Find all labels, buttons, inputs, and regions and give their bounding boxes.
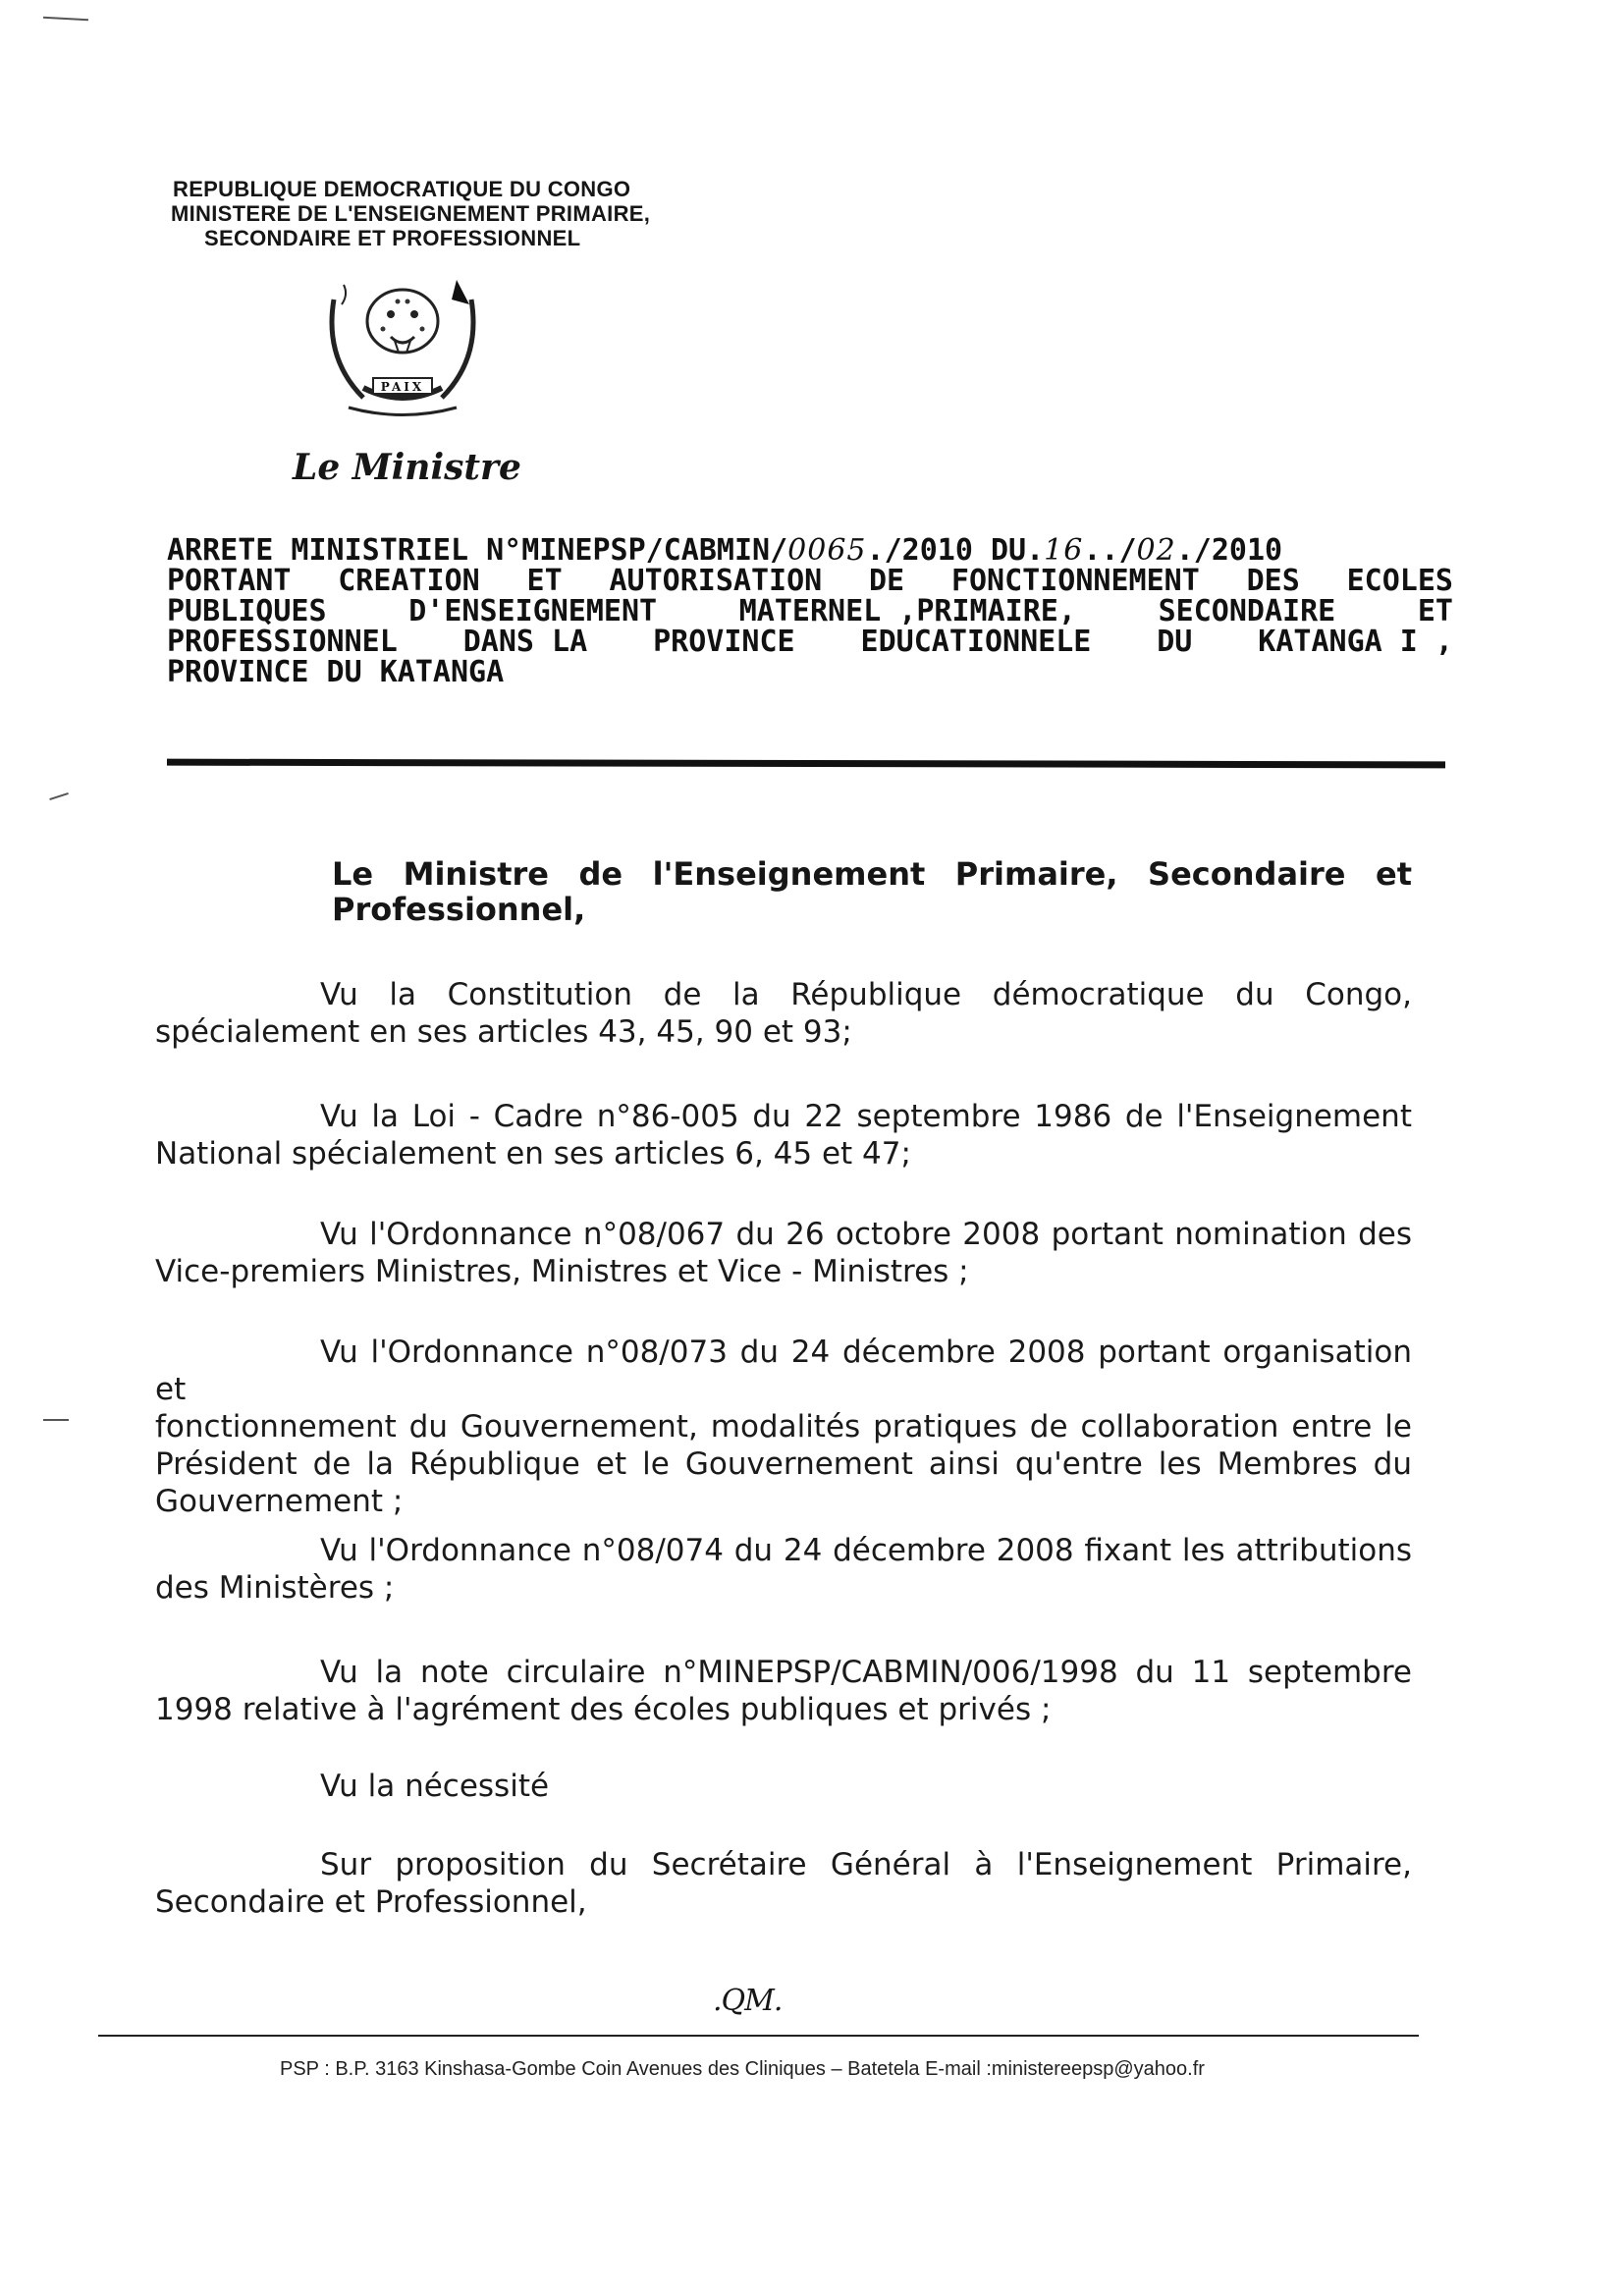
title-word: PROVINCE DU KATANGA: [167, 655, 505, 689]
consideration-proposition: [155, 1846, 1412, 1921]
title-word: CREATION: [338, 564, 480, 598]
consideration-line: Vu la note circulaire n°MINEPSP/CABMIN/006/1998 du 11 septembre: [320, 1655, 1412, 1690]
minister-intro: [332, 856, 1412, 927]
consideration-line: Vu l'Ordonnance n°08/074 du 24 décembre 2008 fixant les attributions: [320, 1533, 1412, 1568]
consideration-line: Secondaire et Professionnel,: [155, 1884, 587, 1920]
title-word: ET: [526, 564, 563, 598]
title-word: FONCTIONNEMENT: [950, 564, 1200, 598]
coat-of-arms-emblem: [304, 260, 501, 427]
consideration-line: des Ministères ;: [155, 1570, 395, 1606]
title-divider: [167, 759, 1445, 769]
consideration-line: Vu l'Ordonnance n°08/073 du 24 décembre 2008 portant organisation et: [155, 1335, 1412, 1407]
title-word: D'ENSEIGNEMENT: [408, 594, 658, 628]
footer-divider: [98, 2035, 1419, 2037]
consideration-line: Vice-premiers Ministres, Ministres et Vice - Ministres ;: [155, 1254, 969, 1289]
decree-ref-prefix: ARRETE MINISTRIEL N°MINEPSP/CABMIN/: [167, 533, 788, 568]
consideration-ordonnance-067: [155, 1216, 1412, 1290]
decree-title-line-2: [167, 566, 1453, 596]
consideration-ordonnance-073: [155, 1334, 1412, 1520]
consideration-ordonnance-074: [155, 1532, 1412, 1607]
decree-date-separator: ../: [1083, 533, 1137, 568]
decree-title-line-4: [167, 627, 1453, 657]
decree-reference-line: [167, 535, 1453, 566]
consideration-line: Président de la République et le Gouvernement ainsi qu'entre les Membres du: [155, 1446, 1412, 1482]
decree-number-handwritten: 0065: [787, 533, 867, 568]
title-word: EDUCATIONNELE: [860, 625, 1092, 659]
consideration-line: spécialement en ses articles 43, 45, 90 et 93;: [155, 1014, 852, 1050]
title-word: PROVINCE: [653, 625, 795, 659]
consideration-line: 1998 relative à l'agrément des écoles publiques et privés ;: [155, 1692, 1052, 1727]
decree-title: [167, 535, 1453, 687]
title-word: KATANGA I ,: [1258, 625, 1453, 659]
consideration-line: Vu la nécessité: [320, 1769, 550, 1804]
title-word: DE: [869, 564, 905, 598]
title-word: ET: [1417, 594, 1453, 628]
consideration-line: Vu la Constitution de la République démocratique du Congo,: [320, 977, 1412, 1012]
scan-mark: [43, 1419, 69, 1421]
decree-title-line-3: [167, 596, 1453, 627]
consideration-constitution: [155, 976, 1412, 1051]
title-word: DES: [1246, 564, 1300, 598]
decree-date-year: ./2010: [1175, 533, 1283, 568]
decree-ref-year: ./2010 DU.: [866, 533, 1045, 568]
title-word: SECONDAIRE: [1158, 594, 1336, 628]
title-word: ECOLES: [1346, 564, 1453, 598]
consideration-note-circulaire: [155, 1654, 1412, 1728]
title-word: DU: [1157, 625, 1193, 659]
emblem-motto: PAIX: [380, 380, 425, 394]
title-word: ,PRIMAIRE,: [898, 594, 1076, 628]
republic-name: REPUBLIQUE DEMOCRATIQUE DU CONGO: [173, 177, 631, 201]
consideration-line: National spécialement en ses articles 6, 45 et 47;: [155, 1136, 911, 1172]
decree-day-handwritten: 16: [1044, 533, 1084, 568]
decree-month-handwritten: 02: [1136, 533, 1176, 568]
consideration-line: Vu l'Ordonnance n°08/067 du 26 octobre 2008 portant nomination des: [320, 1217, 1412, 1252]
title-word: DANS LA: [462, 625, 588, 659]
consideration-loi-cadre: [155, 1098, 1412, 1172]
title-word: PUBLIQUES: [167, 594, 327, 628]
letterhead: [147, 177, 717, 250]
consideration-line: fonctionnement du Gouvernement, modalités pratiques de collaboration entre le: [155, 1409, 1412, 1445]
ministry-name-cont: SECONDAIRE ET PROFESSIONNEL: [204, 226, 581, 250]
title-word: AUTORISATION: [609, 564, 823, 598]
footer-address: PSP : B.P. 3163 Kinshasa-Gombe Coin Avenues des Cliniques – Batetela E-mail :ministereepsp@yahoo.fr: [280, 2058, 1205, 2080]
decree-title-line-5: [167, 657, 1453, 687]
minister-intro-line-2: Professionnel,: [332, 891, 586, 928]
consideration-line: Sur proposition du Secrétaire Général à l'Enseignement Primaire,: [320, 1847, 1412, 1882]
office-title: Le Ministre: [293, 447, 521, 488]
consideration-necessite: [155, 1768, 1412, 1805]
consideration-line: Gouvernement ;: [155, 1484, 404, 1519]
consideration-line: Vu la Loi - Cadre n°86-005 du 22 septembre 1986 de l'Enseignement: [320, 1099, 1412, 1134]
scan-mark: [43, 17, 88, 21]
scan-mark: [49, 792, 68, 800]
handwritten-initials: .QM.: [713, 1984, 783, 2018]
title-word: PROFESSIONNEL: [167, 625, 398, 659]
title-word: MATERNEL: [738, 594, 882, 628]
ministry-name: MINISTERE DE L'ENSEIGNEMENT PRIMAIRE,: [171, 201, 651, 226]
title-word: PORTANT: [167, 564, 292, 598]
minister-intro-line-1: Le Ministre de l'Enseignement Primaire, Secondaire et: [332, 855, 1412, 893]
